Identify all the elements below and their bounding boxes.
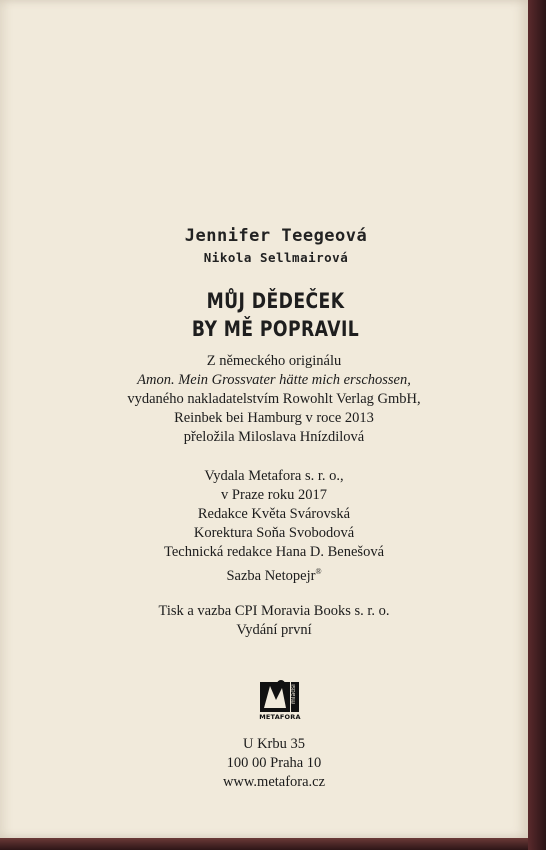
publication-info — [0, 467, 528, 586]
edition-line: Vydání první — [236, 622, 312, 638]
city-line: 100 00 Praha 10 — [226, 755, 322, 771]
logo-side-text: mladší — [290, 684, 297, 704]
book-cover-edge-right — [528, 0, 546, 850]
technical-editor-line: Technická redakce Hana D. Benešová — [164, 544, 384, 560]
original-line-4: Reinbek bei Hamburg v roce 2013 — [174, 410, 374, 426]
printer-line: Tisk a vazba CPI Moravia Books s. r. o. — [158, 603, 390, 619]
publisher-line: Vydala Metafora s. r. o., — [204, 468, 344, 484]
editor-line: Redakce Květa Svárovská — [197, 506, 351, 522]
translator-line: přeložila Miloslava Hnízdilová — [183, 429, 365, 445]
publication-place-year: v Praze roku 2017 — [221, 487, 327, 503]
street-line: U Krbu 35 — [242, 736, 306, 752]
book-cover-edge-bottom — [0, 838, 528, 850]
proofreader-line: Korektura Soňa Svobodová — [193, 525, 355, 541]
book-title — [50, 287, 483, 343]
logo-label: METAFORA — [259, 713, 301, 721]
title-line-2: BY MĚ POPRAVIL — [191, 317, 360, 341]
original-line-3: vydaného nakladatelstvím Rowohlt Verlag GmbH, — [127, 391, 421, 407]
printing-info — [0, 602, 528, 640]
original-line-1: Z německého originálu — [206, 353, 342, 369]
registered-mark: ® — [315, 567, 322, 576]
website-line: www.metafora.cz — [222, 774, 326, 790]
publisher-address — [0, 735, 528, 792]
title-line-1: MŮJ DĚDEČEK — [206, 289, 345, 313]
author-primary: Jennifer Teegeová — [184, 226, 368, 246]
author-secondary: Nikola Sellmairová — [203, 250, 349, 265]
typesetting-text: Sazba Netopejr — [226, 567, 316, 584]
original-edition-info — [0, 352, 528, 447]
original-title: Amon. Mein Grossvater hätte mich erschossen, — [137, 372, 411, 388]
typesetting-line — [20, 562, 528, 586]
